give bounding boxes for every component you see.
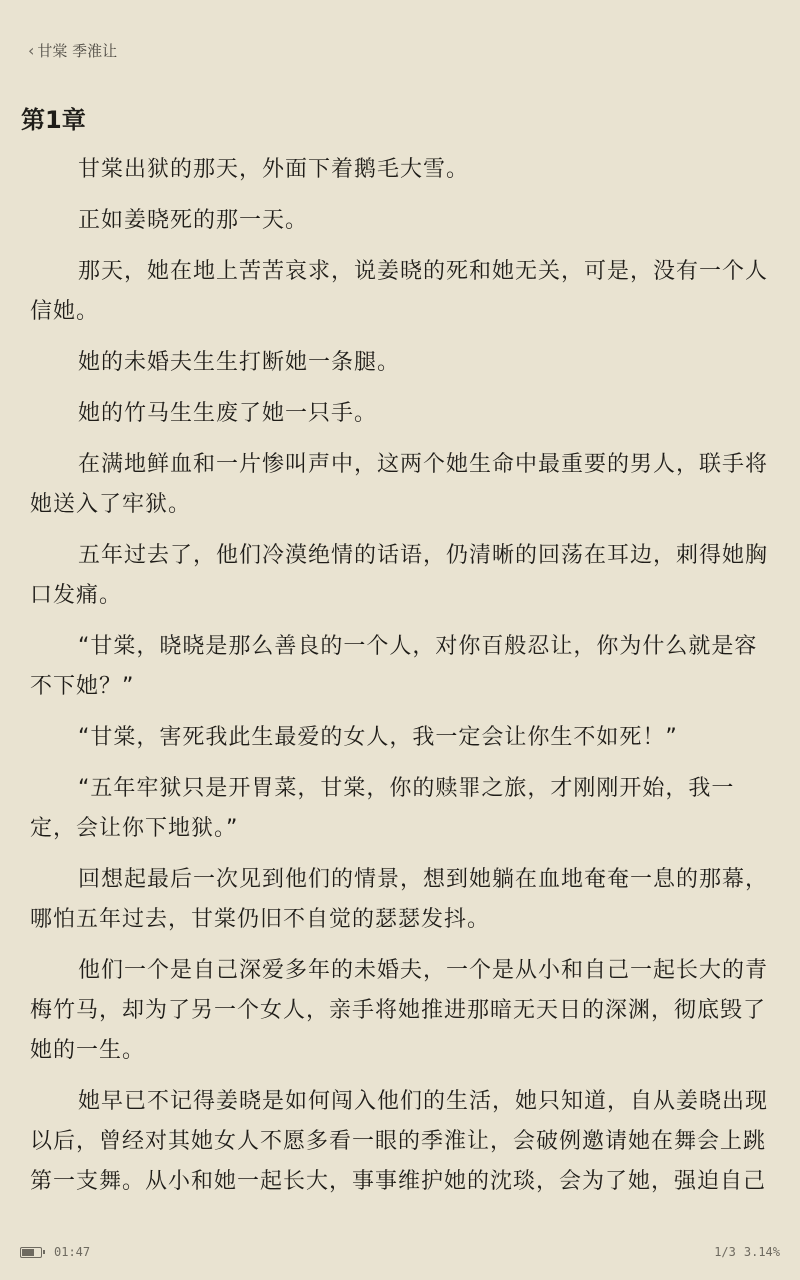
paragraph — [30, 627, 775, 707]
text-line: 口发痛。 — [30, 583, 123, 608]
text-line: “甘棠，害死我此生最爱的女人，我一定会让你生不如死！” — [78, 725, 678, 750]
battery-fill — [22, 1249, 34, 1256]
paragraph — [30, 536, 775, 616]
text-line: 正如姜晓死的那一天。 — [78, 208, 309, 233]
battery-icon — [20, 1247, 42, 1258]
percent-read: 3.14% — [743, 1245, 780, 1259]
text-line: 那天，她在地上苦苦哀求，说姜晓的死和她无关，可是，没有一个人 — [78, 259, 769, 284]
text-line: 梅竹马，却为了另一个女人，亲手将她推进那暗无天日的深渊，彻底毁了 — [30, 998, 767, 1023]
paragraph — [30, 860, 775, 940]
book-title: 甘棠 季淮让 — [37, 42, 118, 60]
text-line: 回想起最后一次见到他们的情景，想到她躺在血地奄奄一息的那幕， — [78, 867, 769, 892]
chapter-title: 第1章 — [21, 106, 86, 134]
text-line: 他们一个是自己深爱多年的未婚夫，一个是从小和自己一起长大的青 — [78, 958, 769, 983]
paragraph — [30, 252, 775, 332]
text-line: 信她。 — [30, 299, 100, 324]
text-line: 哪怕五年过去，甘棠仍旧不自觉的瑟瑟发抖。 — [30, 907, 491, 932]
chapter-content[interactable] — [30, 150, 775, 1213]
text-line: 甘棠出狱的那天，外面下着鹅毛大雪。 — [78, 157, 470, 182]
text-line: 以后，曾经对其她女人不愿多看一眼的季淮让，会破例邀请她在舞会上跳 — [30, 1129, 767, 1154]
status-footer — [0, 1244, 800, 1264]
text-line: 她早已不记得姜晓是如何闯入他们的生活，她只知道，自从姜晓出现 — [78, 1089, 769, 1114]
text-line: 她送入了牢狱。 — [30, 492, 192, 517]
text-line: 五年过去了，他们冷漠绝情的话语，仍清晰的回荡在耳边，刺得她胸 — [78, 543, 769, 568]
text-line: 不下她？” — [30, 674, 135, 699]
chevron-left-icon: ‹ — [28, 41, 35, 60]
paragraph — [30, 150, 775, 190]
text-line: 她的一生。 — [30, 1038, 146, 1063]
page-indicator: 1/3 — [714, 1245, 736, 1259]
back-button[interactable] — [28, 40, 117, 61]
text-line: 在满地鲜血和一片惨叫声中，这两个她生命中最重要的男人，联手将 — [78, 452, 769, 477]
paragraph — [30, 445, 775, 525]
text-line: 她的竹马生生废了她一只手。 — [78, 401, 378, 426]
paragraph — [30, 394, 775, 434]
clock-time: 01:47 — [54, 1245, 91, 1259]
paragraph — [30, 718, 775, 758]
paragraph — [30, 769, 775, 849]
text-line: 她的未婚夫生生打断她一条腿。 — [78, 350, 401, 375]
reading-progress — [714, 1245, 780, 1259]
paragraph — [30, 1082, 775, 1202]
paragraph — [30, 951, 775, 1071]
text-line: “五年牢狱只是开胃菜，甘棠，你的赎罪之旅，才刚刚开始，我一 — [78, 776, 735, 801]
paragraph — [30, 343, 775, 383]
paragraph — [30, 201, 775, 241]
text-line: 定，会让你下地狱。” — [30, 816, 239, 841]
text-line: “甘棠，晓晓是那么善良的一个人，对你百般忍让，你为什么就是容 — [78, 634, 758, 659]
text-line: 第一支舞。从小和她一起长大，事事维护她的沈琰，会为了她，强迫自己 — [30, 1169, 767, 1194]
